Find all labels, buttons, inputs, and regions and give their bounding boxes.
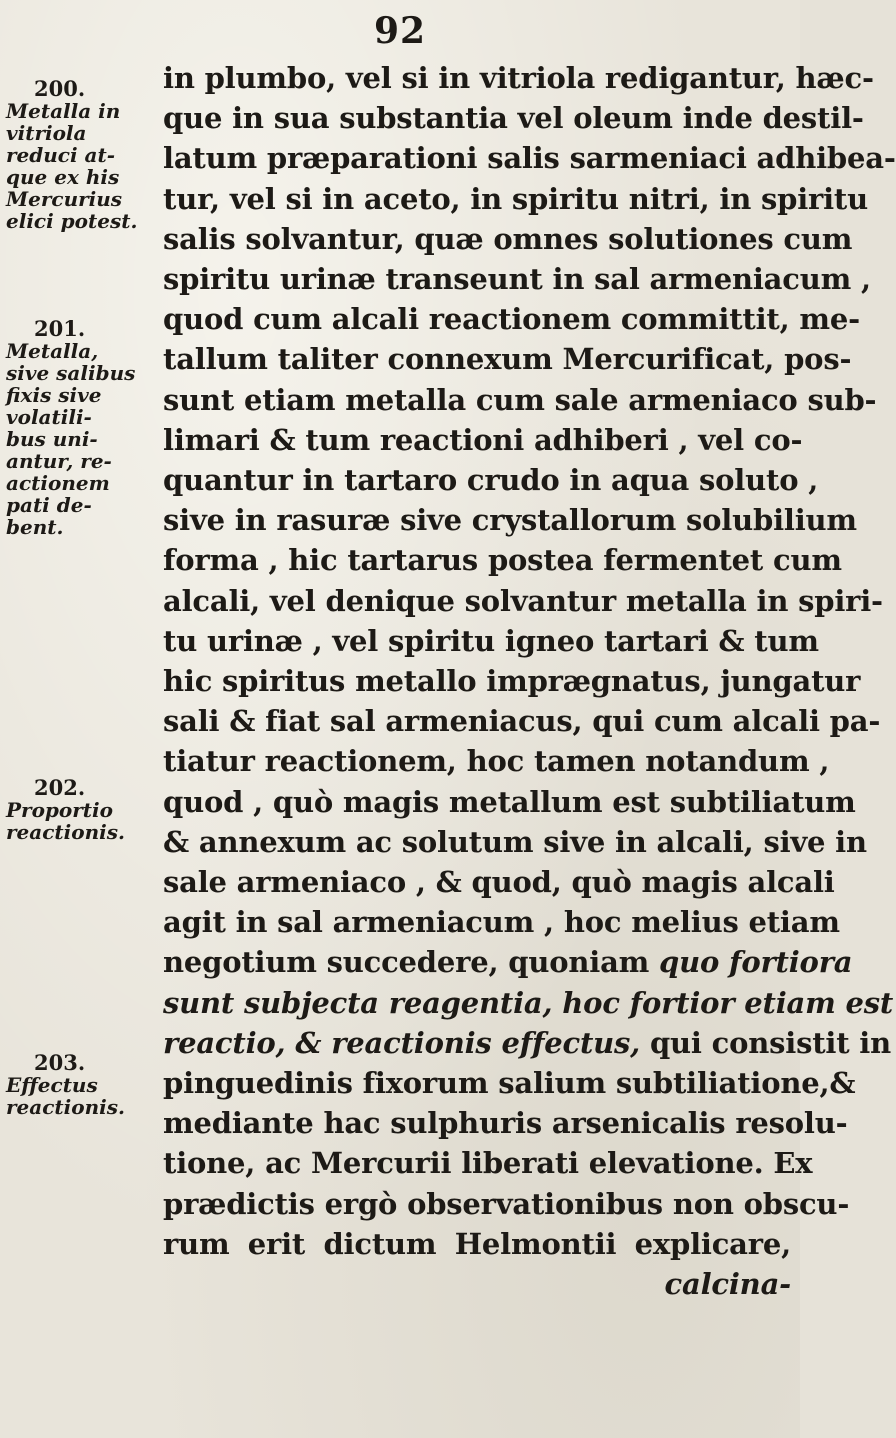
text-line	[163, 942, 853, 982]
margin-note-line: fixis sive	[6, 383, 102, 407]
text-line: sive in rasuræ sive crystallorum solubilium	[163, 503, 857, 538]
text-line: quod cum alcali reactionem committit, me-	[163, 302, 860, 337]
italic-phrase: quo fortiora	[659, 945, 853, 980]
page-number: 92	[373, 10, 427, 52]
margin-note-line: Effectus	[6, 1073, 98, 1097]
text-line: salis solvantur, quæ omnes solutiones cum	[163, 221, 853, 256]
margin-note-line: volatili-	[6, 405, 92, 429]
margin-note	[6, 777, 156, 843]
text-line: rum erit dictum Helmontii explicare,	[163, 1226, 791, 1261]
text-line	[163, 1023, 892, 1063]
margin-note-line: que ex his	[6, 165, 120, 189]
margin-note-line: reactionis.	[6, 820, 125, 844]
margin-note-line: antur, re-	[6, 449, 112, 473]
text-line: quod , quò magis metallum est subtiliatum	[163, 784, 856, 819]
margin-note	[6, 1052, 156, 1118]
margin-note	[6, 78, 156, 232]
text-line: mediante hac sulphuris arsenicalis resolu-	[163, 1106, 848, 1141]
text-line: agit in sal armeniacum , hoc melius etiam	[163, 905, 840, 940]
margin-note-line: reactionis.	[6, 1095, 125, 1119]
margin-note-line: bent.	[6, 515, 64, 539]
text-line: & annexum ac solutum sive in alcali, sive in	[163, 824, 867, 859]
section-number: 201.	[34, 316, 86, 341]
text-line: pinguedinis fixorum salium subtiliatione,&	[163, 1066, 856, 1101]
margin-note-line: sive salibus	[6, 361, 136, 385]
text-line: tu urinæ , vel spiritu igneo tartari & tum	[163, 623, 819, 658]
catchword: calcina-	[664, 1267, 791, 1302]
text-line: tiatur reactionem, hoc tamen notandum ,	[163, 744, 830, 779]
margin-note-line: actionem	[6, 471, 110, 495]
text-line: sunt etiam metalla cum sale armeniaco sub-	[163, 382, 877, 417]
margin-note-line: Metalla in	[6, 99, 121, 123]
text-line: sale armeniaco , & quod, quò magis alcali	[163, 865, 835, 900]
margin-note-line: reduci at-	[6, 143, 116, 167]
text-line: spiritu urinæ transeunt in sal armeniacum ,	[163, 262, 871, 297]
text-segment: negotium succedere, quoniam	[163, 945, 660, 980]
text-line: prædictis ergò observationibus non obscu-	[163, 1186, 850, 1221]
text-line: hic spiritus metallo imprægnatus, jungatur	[163, 664, 861, 699]
text-line: tione, ac Mercurii liberati elevatione. Ex	[163, 1146, 813, 1181]
text-segment: qui consistit in	[640, 1025, 892, 1060]
text-line: limari & tum reactioni adhiberi , vel co-	[163, 422, 803, 457]
margin-note-line: Metalla,	[6, 339, 99, 363]
margin-note-line: vitriola	[6, 121, 87, 145]
text-line: forma , hic tartarus postea fermentet cum	[163, 543, 842, 578]
margin-note-line: Proportio	[6, 798, 113, 822]
section-number: 203.	[34, 1050, 86, 1075]
margin-note	[6, 318, 156, 538]
text-line: sali & fiat sal armeniacus, qui cum alcali pa-	[163, 704, 881, 739]
section-number: 202.	[34, 775, 86, 800]
text-line: in plumbo, vel si in vitriola redigantur, hæc-	[163, 61, 874, 95]
text-line: latum præparationi salis sarmeniaci adhibea-	[163, 141, 896, 176]
text-line: tur, vel si in aceto, in spiritu nitri, in spiritu	[163, 181, 868, 216]
text-line: que in sua substantia vel oleum inde destil-	[163, 101, 864, 136]
margin-note-line: Mercurius	[6, 187, 123, 211]
text-line: alcali, vel denique solvantur metalla in spiri-	[163, 583, 883, 618]
margin-note-line: elici potest.	[6, 209, 138, 233]
section-number: 200.	[34, 76, 86, 101]
text-line: tallum taliter connexum Mercurificat, pos-	[163, 342, 852, 377]
italic-phrase: reactio, & reactionis effectus,	[163, 1025, 641, 1060]
margin-note-line: bus uni-	[6, 427, 98, 451]
margin-note-line: pati de-	[6, 493, 92, 517]
text-line: quantur in tartaro crudo in aqua soluto ,	[163, 463, 819, 498]
main-text-block	[163, 58, 896, 1304]
text-line-italic: sunt subjecta reagentia, hoc fortior etiam est	[163, 985, 894, 1020]
